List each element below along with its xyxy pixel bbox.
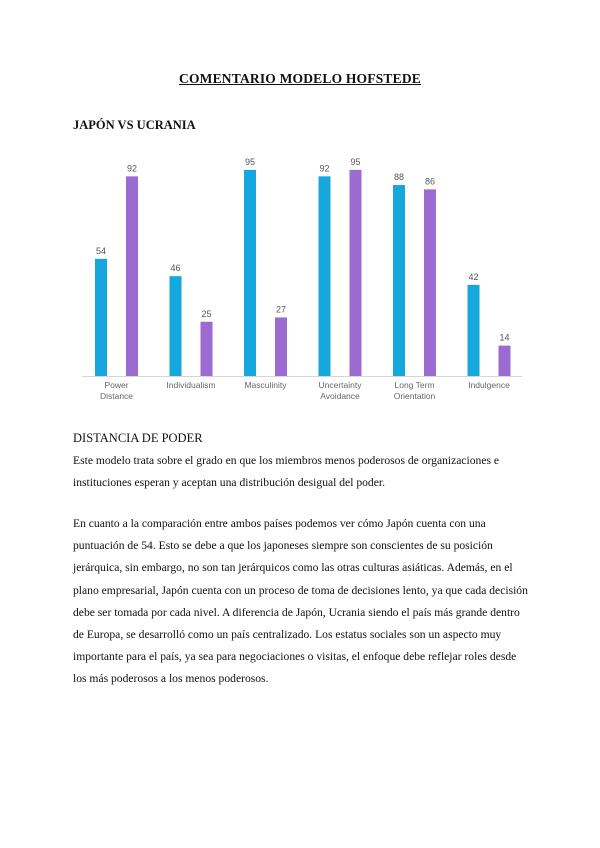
bar-japan-4 [393, 185, 405, 376]
document-subtitle: JAPÓN VS UCRANIA [73, 118, 196, 132]
category-label-2-0: Masculinity [244, 380, 287, 390]
bar-ukraine-1 [201, 322, 213, 376]
category-label-1-0: Individualism [166, 380, 216, 390]
data-label-japan-2: 95 [244, 156, 256, 167]
bar-japan-2 [244, 170, 256, 376]
data-label-ukraine-2: 27 [275, 304, 287, 315]
data-label-ukraine-5: 14 [499, 332, 510, 343]
data-label-japan-5: 42 [468, 271, 479, 282]
section-heading: DISTANCIA DE PODER [73, 431, 203, 445]
data-label-ukraine-4: 86 [424, 176, 436, 187]
data-label-ukraine-0: 92 [126, 163, 138, 174]
hofstede-bar-chart [0, 0, 600, 420]
category-label-0-0: Power [104, 380, 129, 390]
bar-ukraine-2 [275, 317, 287, 376]
data-label-japan-0: 54 [95, 245, 107, 256]
paragraph-2: En cuanto a la comparación entre ambos países podemos ver cómo Japón cuenta con una puntuación de 54. Esto se debe a que los japoneses siempre son conscientes de su posición jerárquica, sin embargo, no son tan jerárquicos como las otras culturas asiáticas. Además, en el plano empresarial, Japón cuenta con un proceso de toma de decisiones lento, ya que cada decisión debe ser tomada por cada nivel. A diferencia de Japón, Ucrania siendo el país más grande dentro de Europa, se desarrolló como un país centralizado. Los estatus sociales son un aspecto muy importante para el país, ya sea para negociaciones o visitas, el enfoque debe reflejar roles desde los más poderosos a los menos poderosos. [73, 517, 528, 686]
bar-japan-3 [319, 176, 331, 376]
bar-japan-1 [170, 276, 182, 376]
bar-ukraine-5 [499, 346, 511, 376]
bar-ukraine-0 [126, 176, 138, 376]
bar-japan-0 [95, 259, 107, 376]
category-label-4-0: Long Term [394, 380, 435, 390]
data-label-japan-1: 46 [170, 263, 181, 274]
data-label-japan-3: 92 [319, 163, 330, 174]
data-label-japan-4: 88 [393, 172, 405, 183]
bar-ukraine-4 [424, 189, 436, 376]
document-title: COMENTARIO MODELO HOFSTEDE [179, 71, 421, 86]
category-label-3-1: Avoidance [320, 391, 360, 401]
data-label-ukraine-3: 95 [350, 156, 361, 167]
paragraph-1: Este modelo trata sobre el grado en que los miembros menos poderosos de organizaciones e instituciones esperan y aceptan una distribución desigual del poder. [73, 454, 500, 490]
category-label-5-0: Indulgence [468, 380, 510, 390]
category-label-4-1: Orientation [393, 391, 436, 401]
category-label-0-1: Distance [99, 391, 134, 401]
category-label-3-0: Uncertainty [318, 380, 362, 390]
bar-ukraine-3 [350, 170, 362, 376]
bar-japan-5 [468, 285, 480, 376]
data-label-ukraine-1: 25 [201, 308, 212, 319]
